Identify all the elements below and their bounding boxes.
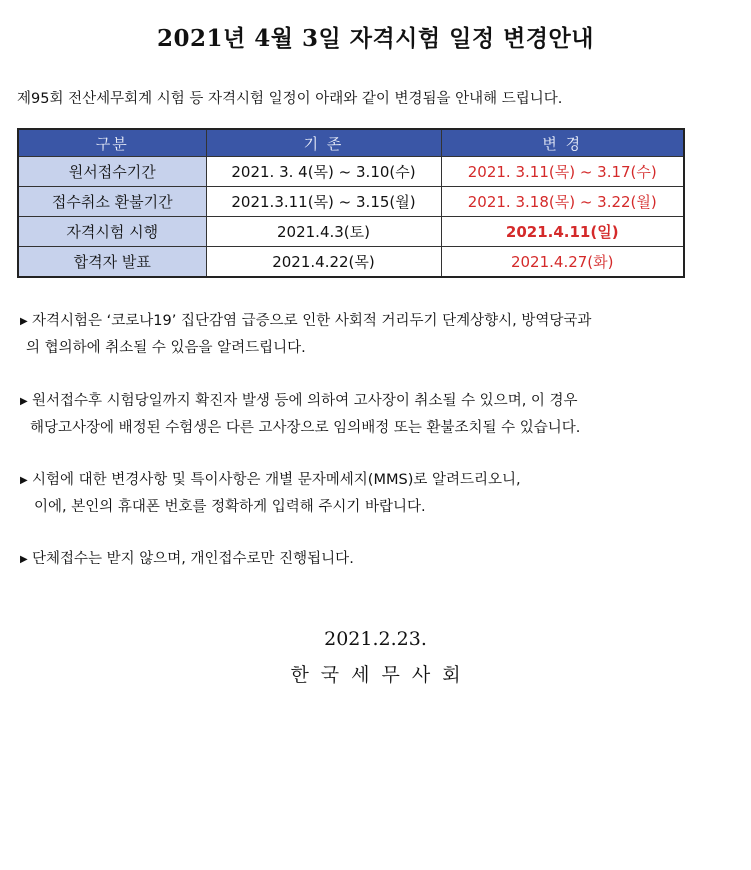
triangle-bullet-icon: ▶ — [20, 554, 28, 565]
before-value: 2021. 3. 4(목) ~ 3.10(수) — [206, 157, 441, 187]
note-item — [20, 546, 354, 573]
note-item — [20, 308, 591, 362]
note-line: 해당고사장에 배정된 수험생은 다른 고사장으로 임의배정 또는 환불조치될 수 있습니다. — [30, 420, 581, 436]
before-value: 2021.4.22(목) — [206, 247, 441, 278]
triangle-bullet-icon: ▶ — [20, 475, 28, 486]
note-line: 자격시험은 ‘코로나19’ 집단감염 급증으로 인한 사회적 거리두기 단계상향시, 방역당국과 — [32, 313, 592, 329]
row-label: 합격자 발표 — [18, 247, 206, 278]
after-value: 2021.4.11(일) — [441, 217, 684, 247]
table-header-row — [18, 129, 684, 157]
header-before: 기 존 — [206, 129, 441, 157]
row-label: 자격시험 시행 — [18, 217, 206, 247]
note-item — [20, 467, 521, 521]
page-title: 2021년 4월 3일 자격시험 일정 변경안내 — [157, 25, 594, 52]
note-line: 시험에 대한 변경사항 및 특이사항은 개별 문자메세지(MMS)로 알려드리오니, — [32, 472, 521, 488]
note-line: 이에, 본인의 휴대폰 번호를 정확하게 입력해 주시기 바랍니다. — [34, 499, 426, 515]
note-line: 의 협의하에 취소될 수 있음을 알려드립니다. — [26, 340, 306, 356]
organization-name: 한국세무사회 — [290, 664, 473, 686]
table-row — [18, 247, 684, 278]
header-after: 변 경 — [441, 129, 684, 157]
before-value: 2021.3.11(목) ~ 3.15(월) — [206, 187, 441, 217]
table-row — [18, 217, 684, 247]
table-row — [18, 187, 684, 217]
after-value: 2021.4.27(화) — [441, 247, 684, 278]
issue-date: 2021.2.23. — [324, 628, 427, 650]
triangle-bullet-icon: ▶ — [20, 316, 28, 327]
triangle-bullet-icon: ▶ — [20, 396, 28, 407]
after-value: 2021. 3.18(목) ~ 3.22(월) — [441, 187, 684, 217]
note-line: 원서접수후 시험당일까지 확진자 발생 등에 의하여 고사장이 취소될 수 있으며, 이 경우 — [32, 393, 578, 409]
table-row — [18, 157, 684, 187]
note-line: 단체접수는 받지 않으며, 개인접수로만 진행됩니다. — [32, 551, 354, 567]
row-label: 접수취소 환불기간 — [18, 187, 206, 217]
header-category: 구분 — [18, 129, 206, 157]
intro-text: 제95회 전산세무회계 시험 등 자격시험 일정이 아래와 같이 변경됨을 안내해 드립니다. — [17, 91, 563, 107]
note-item — [20, 388, 580, 442]
after-value: 2021. 3.11(목) ~ 3.17(수) — [441, 157, 684, 187]
row-label: 원서접수기간 — [18, 157, 206, 187]
schedule-table — [17, 128, 685, 278]
before-value: 2021.4.3(토) — [206, 217, 441, 247]
